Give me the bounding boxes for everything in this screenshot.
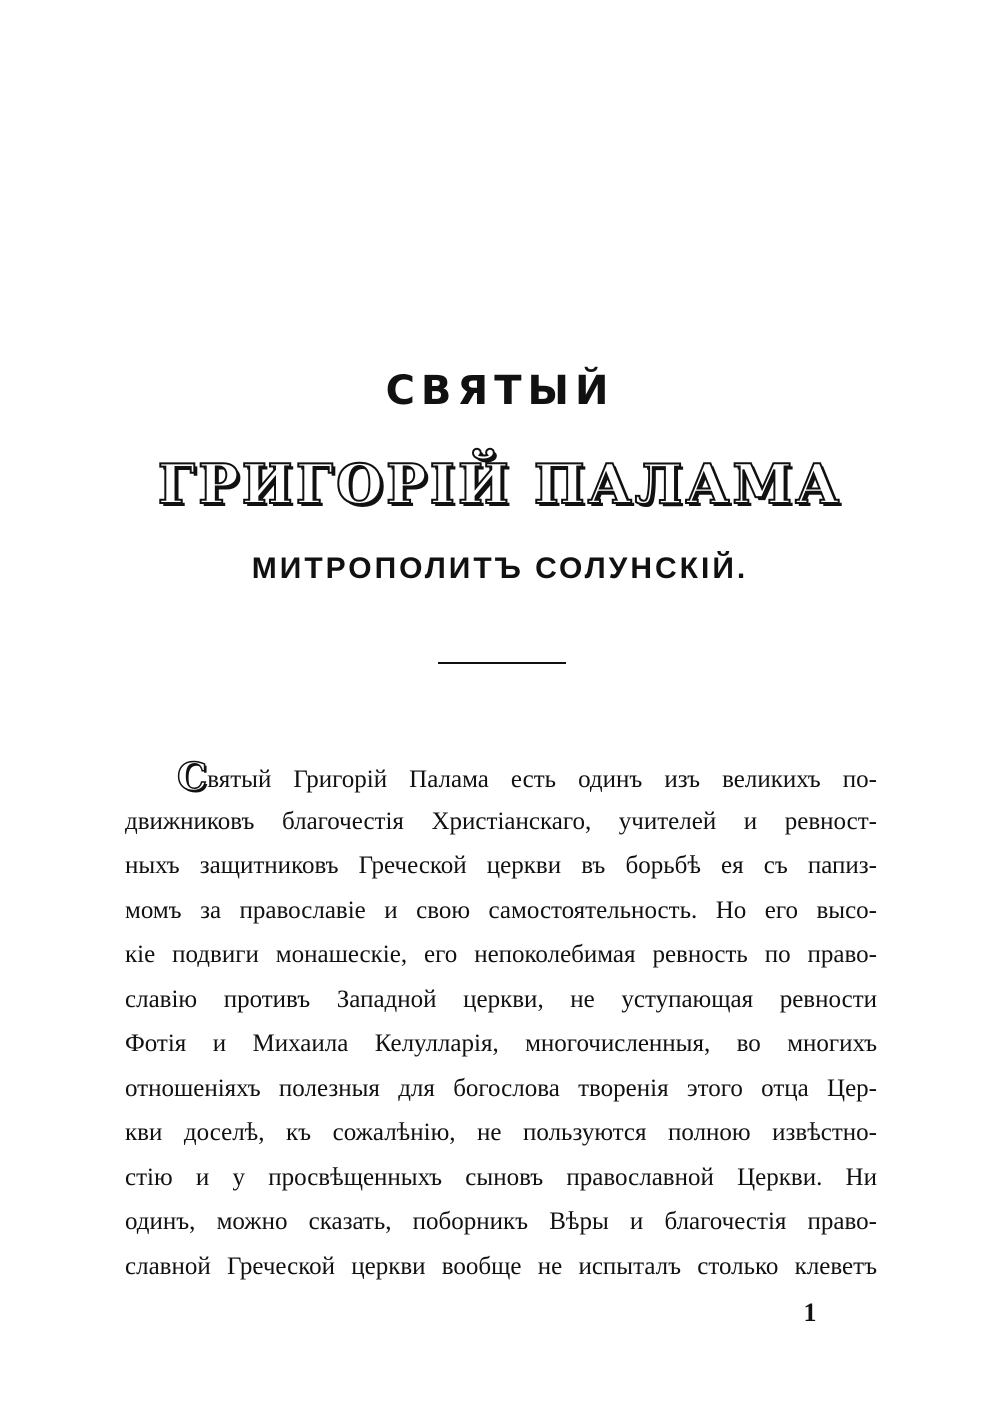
text-line: кіе подвиги монашескіе, его непоколебимая ревность по право- xyxy=(125,941,877,968)
text-line: славію противъ Западной церкви, не уступающая ревности xyxy=(125,985,877,1013)
title-line-name: ГРИГОРІЙ ПАЛАМА xyxy=(157,452,843,516)
text-line: славной Греческой церкви вообще не испыталъ столько клеветъ xyxy=(125,1252,877,1280)
text-line: стію и у просвѣщенныхъ сыновъ православной Церкви. Ни xyxy=(125,1163,877,1191)
text-line: ныхъ защитниковъ Греческой церкви въ борьбѣ ея съ папиз- xyxy=(125,852,877,879)
text-line: момъ за православіе и свою самостоятельность. Но его высо- xyxy=(125,896,877,924)
text-line: отношеніяхъ полезныя для богослова творенія этого отца Цер- xyxy=(125,1074,877,1102)
text-line-content: вятый Григорій Палама есть одинъ изъ великихъ по- xyxy=(207,766,877,793)
text-line: кви доселѣ, къ сожалѣнію, не пользуются полною извѣстно- xyxy=(125,1119,877,1146)
body-paragraph xyxy=(125,755,877,1289)
title-line-office: МИТРОПОЛИТЪ СОЛУНСКІЙ. xyxy=(251,552,749,585)
title-line-saint: СВЯТЫЙ xyxy=(385,368,615,414)
page-number: 1 xyxy=(803,1298,817,1327)
text-line: одинъ, можно сказать, поборникъ Вѣры и благочестія право- xyxy=(125,1208,877,1235)
section-divider xyxy=(438,662,566,664)
text-line xyxy=(125,755,877,800)
drop-cap: С xyxy=(177,755,208,799)
text-line: движниковъ благочестія Христіанскаго, учителей и ревност- xyxy=(125,807,877,835)
text-line: Фотія и Михаила Келулларія, многочисленныя, во многихъ xyxy=(125,1030,877,1057)
